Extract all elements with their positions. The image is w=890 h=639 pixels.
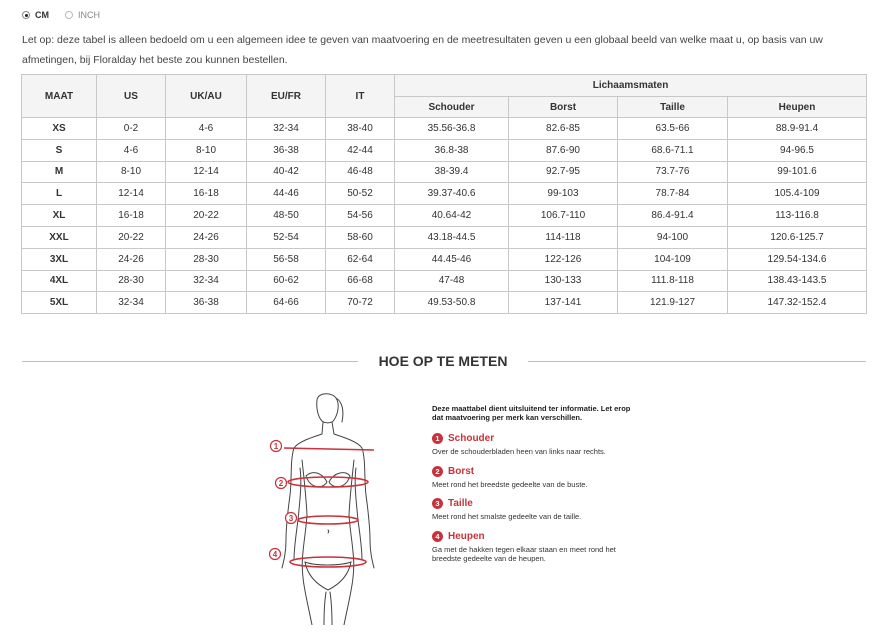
cell-it: 50-52 <box>326 183 395 205</box>
cell-heupen: 113-116.8 <box>728 205 867 227</box>
cell-eufr: 60-62 <box>247 270 326 292</box>
svg-text:1: 1 <box>273 442 279 451</box>
cell-it: 46-48 <box>326 161 395 183</box>
item-description: Over de schouderbladen heen van links naar rechts. <box>432 447 606 456</box>
svg-text:4: 4 <box>272 550 278 559</box>
header-taille: Taille <box>618 97 728 118</box>
cell-us: 28-30 <box>97 270 166 292</box>
cell-us: 16-18 <box>97 205 166 227</box>
cell-ukau: 32-34 <box>166 270 247 292</box>
cell-taille: 111.8-118 <box>618 270 728 292</box>
cell-schouder: 47-48 <box>395 270 509 292</box>
cell-us: 8-10 <box>97 161 166 183</box>
cell-it: 58-60 <box>326 226 395 248</box>
cell-ukau: 28-30 <box>166 248 247 270</box>
measure-item-heupen <box>432 531 632 564</box>
marker-2 <box>276 478 287 489</box>
cell-us: 32-34 <box>97 292 166 314</box>
cell-it: 70-72 <box>326 292 395 314</box>
table-row <box>22 118 867 140</box>
cell-heupen: 147.32-152.4 <box>728 292 867 314</box>
cell-heupen: 99-101.6 <box>728 161 867 183</box>
body-measure-illustration <box>260 390 400 625</box>
header-it: IT <box>326 75 395 118</box>
cell-taille: 63.5-66 <box>618 118 728 140</box>
marker-4 <box>270 549 281 560</box>
cell-eufr: 56-58 <box>247 248 326 270</box>
number-badge: 1 <box>432 433 443 444</box>
cell-eufr: 32-34 <box>247 118 326 140</box>
item-title: Borst <box>448 465 475 477</box>
cell-borst: 130-133 <box>509 270 618 292</box>
size-table <box>21 74 867 314</box>
cell-it: 54-56 <box>326 205 395 227</box>
cell-size: XL <box>22 205 97 227</box>
cell-schouder: 43.18-44.5 <box>395 226 509 248</box>
cell-eufr: 40-42 <box>247 161 326 183</box>
cell-borst: 114-118 <box>509 226 618 248</box>
cell-ukau: 20-22 <box>166 205 247 227</box>
measure-item-schouder <box>432 433 632 457</box>
measure-instructions <box>432 404 632 573</box>
cell-it: 66-68 <box>326 270 395 292</box>
inch-radio[interactable] <box>65 11 73 19</box>
item-description: Meet rond het smalste gedeelte van de taille. <box>432 512 582 521</box>
cell-us: 0-2 <box>97 118 166 140</box>
cell-eufr: 48-50 <box>247 205 326 227</box>
header-borst: Borst <box>509 97 618 118</box>
cell-heupen: 105.4-109 <box>728 183 867 205</box>
cm-label: CM <box>35 10 49 20</box>
item-title: Schouder <box>448 433 495 444</box>
table-row <box>22 248 867 270</box>
inch-label: INCH <box>78 10 100 20</box>
cm-radio[interactable] <box>22 11 30 19</box>
cell-us: 12-14 <box>97 183 166 205</box>
cell-us: 4-6 <box>97 139 166 161</box>
table-row <box>22 139 867 161</box>
header-eufr: EU/FR <box>247 75 326 118</box>
cell-heupen: 94-96.5 <box>728 139 867 161</box>
cell-eufr: 36-38 <box>247 139 326 161</box>
cell-size: 5XL <box>22 292 97 314</box>
how-to-title: HOE OP TE METEN <box>378 353 508 369</box>
number-badge: 3 <box>432 498 443 509</box>
header-heupen: Heupen <box>728 97 867 118</box>
header-maat: MAAT <box>22 75 97 118</box>
cell-borst: 99-103 <box>509 183 618 205</box>
cell-borst: 87.6-90 <box>509 139 618 161</box>
cell-us: 24-26 <box>97 248 166 270</box>
measure-item-taille <box>432 498 632 522</box>
cell-ukau: 12-14 <box>166 161 247 183</box>
cell-size: M <box>22 161 97 183</box>
table-row <box>22 226 867 248</box>
cell-heupen: 88.9-91.4 <box>728 118 867 140</box>
number-badge: 4 <box>432 531 443 542</box>
table-row <box>22 292 867 314</box>
svg-text:2: 2 <box>278 479 284 488</box>
cell-borst: 122-126 <box>509 248 618 270</box>
cell-schouder: 40.64-42 <box>395 205 509 227</box>
cell-size: L <box>22 183 97 205</box>
table-row <box>22 183 867 205</box>
cell-schouder: 44.45-46 <box>395 248 509 270</box>
cell-borst: 106.7-110 <box>509 205 618 227</box>
table-row <box>22 270 867 292</box>
cell-eufr: 52-54 <box>247 226 326 248</box>
cell-size: S <box>22 139 97 161</box>
cell-schouder: 38-39.4 <box>395 161 509 183</box>
cell-size: XS <box>22 118 97 140</box>
cell-eufr: 64-66 <box>247 292 326 314</box>
cell-borst: 92.7-95 <box>509 161 618 183</box>
cell-us: 20-22 <box>97 226 166 248</box>
divider-left <box>22 361 358 362</box>
cell-taille: 78.7-84 <box>618 183 728 205</box>
item-description: Ga met de hakken tegen elkaar staan en meet rond het breedste gedeelte van de heupen. <box>432 544 616 563</box>
size-table-body <box>22 118 867 314</box>
item-title: Heupen <box>448 530 485 542</box>
cell-taille: 104-109 <box>618 248 728 270</box>
cell-heupen: 138.43-143.5 <box>728 270 867 292</box>
cell-size: 4XL <box>22 270 97 292</box>
cell-heupen: 129.54-134.6 <box>728 248 867 270</box>
unit-option-inch[interactable] <box>65 10 100 20</box>
cell-eufr: 44-46 <box>247 183 326 205</box>
cell-taille: 94-100 <box>618 226 728 248</box>
cell-size: XXL <box>22 226 97 248</box>
cell-schouder: 49.53-50.8 <box>395 292 509 314</box>
cell-it: 62-64 <box>326 248 395 270</box>
marker-3 <box>286 513 297 524</box>
table-row <box>22 161 867 183</box>
measure-item-borst <box>432 466 632 490</box>
cell-borst: 82.6-85 <box>509 118 618 140</box>
svg-text:3: 3 <box>288 514 294 523</box>
cell-ukau: 36-38 <box>166 292 247 314</box>
number-badge: 2 <box>432 466 443 477</box>
cell-taille: 73.7-76 <box>618 161 728 183</box>
cell-taille: 86.4-91.4 <box>618 205 728 227</box>
cell-borst: 137-141 <box>509 292 618 314</box>
header-lichaamsmaten: Lichaamsmaten <box>395 75 867 97</box>
cell-it: 42-44 <box>326 139 395 161</box>
header-schouder: Schouder <box>395 97 509 118</box>
cell-taille: 68.6-71.1 <box>618 139 728 161</box>
header-ukau: UK/AU <box>166 75 247 118</box>
cell-ukau: 4-6 <box>166 118 247 140</box>
cell-ukau: 8-10 <box>166 139 247 161</box>
item-description: Meet rond het breedste gedeelte van de buste. <box>432 479 588 489</box>
header-us: US <box>97 75 166 118</box>
unit-option-cm[interactable] <box>22 10 49 20</box>
divider-right <box>528 361 866 362</box>
cell-schouder: 36.8-38 <box>395 139 509 161</box>
table-row <box>22 205 867 227</box>
cell-schouder: 35.56-36.8 <box>395 118 509 140</box>
item-title: Taille <box>448 498 473 509</box>
cell-it: 38-40 <box>326 118 395 140</box>
size-note: Let op: deze tabel is alleen bedoeld om u een algemeen idee te geven van maatvoering en de meetresultaten geven u een globaal beeld van welke maat u, op basis van uw afmetingen, bij Floralday het beste zou kunnen bestellen. <box>22 34 823 66</box>
cell-ukau: 24-26 <box>166 226 247 248</box>
cell-taille: 121.9-127 <box>618 292 728 314</box>
cell-heupen: 120.6-125.7 <box>728 226 867 248</box>
cell-ukau: 16-18 <box>166 183 247 205</box>
cell-size: 3XL <box>22 248 97 270</box>
cell-schouder: 39.37-40.6 <box>395 183 509 205</box>
disclaimer: Deze maattabel dient uitsluitend ter informatie. Let erop dat maatvoering per merk kan verschillen. <box>432 404 631 422</box>
unit-toggle <box>22 10 116 20</box>
marker-1 <box>271 441 282 452</box>
